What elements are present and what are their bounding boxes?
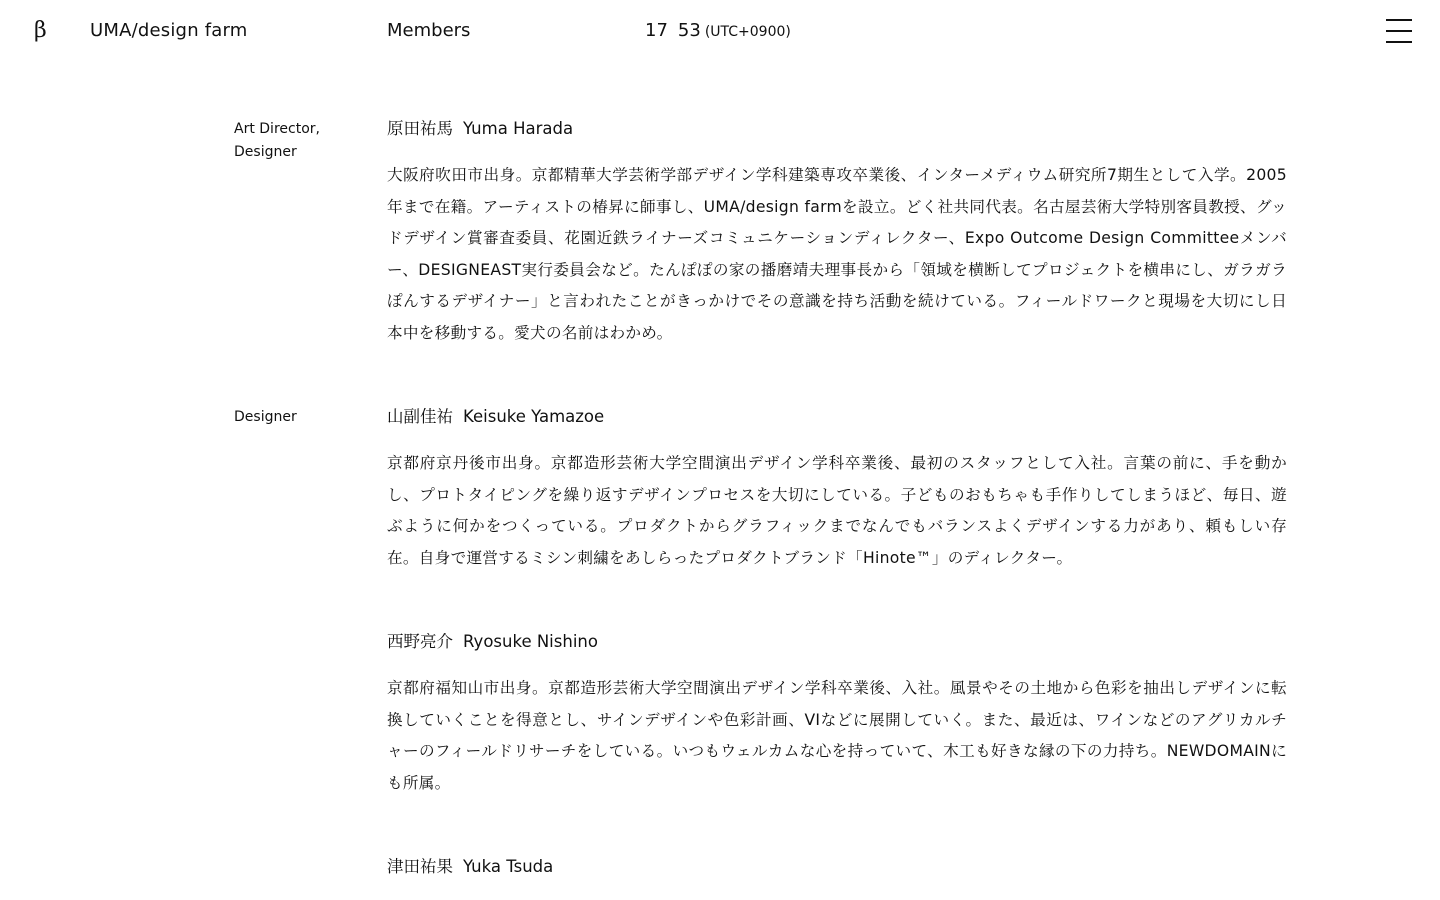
clock <box>645 19 791 44</box>
member-role: Designer <box>234 409 297 425</box>
member-name-ja: 原田祐馬 <box>387 119 453 138</box>
members-list <box>0 116 1440 898</box>
beta-logo[interactable]: β <box>34 18 47 43</box>
member-name <box>387 854 1287 880</box>
member-bio: 京都府京丹後市出身。京都造形芸術大学空間演出デザイン学科卒業後、最初のスタッフとして入社。言葉の前に、手を動かし、プロトタイピングを繰り返すデザインプロセスを大切にしている。子どものおもちゃも手作りしてしまうほど、毎日、遊ぶように何かをつくっている。プロダクトからグラフィックまでなんでもバランスよくデザインする力があり、頼もしい存在。自身で運営するミシン刺繍をあしらったプロダクトブランド「Hinote™」のディレクター。 <box>387 454 1287 567</box>
site-header <box>0 0 1440 62</box>
member-role <box>234 118 364 164</box>
hamburger-icon[interactable] <box>1386 19 1412 43</box>
member-name <box>387 629 1287 655</box>
member-name-en: Yuma Harada <box>463 119 574 138</box>
member-entry <box>0 629 1440 854</box>
member-name-en: Ryosuke Nishino <box>463 632 598 651</box>
member-name <box>387 404 1287 430</box>
member-entry <box>0 404 1440 629</box>
member-name-ja: 山副佳祐 <box>387 407 453 426</box>
member-entry <box>0 854 1440 880</box>
clock-minutes: 53 <box>677 20 701 41</box>
member-name-ja: 西野亮介 <box>387 632 453 651</box>
member-body <box>387 629 1287 799</box>
member-body <box>387 404 1287 574</box>
member-bio: 大阪府吹田市出身。京都精華大学芸術学部デザイン学科建築専攻卒業後、インターメディウム研究所7期生として入学。2005年まで在籍。アーティストの椿昇に師事し、UMA/design farmを設立。どく社共同代表。名古屋芸術大学特別客員教授、グッドデザイン賞審査委員、花園近鉄ライナーズコミュニケーションディレクター、Expo Outcome Design Committeeメンバー、DESIGNEAST実行委員会など。たんぽぽの家の播磨靖夫理事長から「領域を横断してプロジェクトを横串にし、ガラガラぽんするデザイナー」と言われたことがきっかけでその意識を持ち活動を続けている。フィールドワークと現場を大切にし日本中を移動する。愛犬の名前はわかめ。 <box>387 166 1287 342</box>
clock-timezone: (UTC+0900) <box>704 24 791 40</box>
member-body <box>387 854 1287 880</box>
member-name-en: Yuka Tsuda <box>463 857 554 876</box>
member-body <box>387 116 1287 349</box>
member-entry <box>0 116 1440 404</box>
clock-hours: 17 <box>645 20 668 41</box>
member-role-line: Art Director, <box>234 121 320 137</box>
member-role-line: Designer <box>234 144 297 160</box>
menu-line <box>1386 30 1412 32</box>
member-name-ja: 津田祐果 <box>387 857 453 876</box>
site-name-link[interactable]: UMA/design farm <box>90 20 248 41</box>
menu-line <box>1386 41 1412 43</box>
member-name-en: Keisuke Yamazoe <box>463 407 605 426</box>
member-name <box>387 116 1287 142</box>
member-bio: 京都府福知山市出身。京都造形芸術大学空間演出デザイン学科卒業後、入社。風景やその土地から色彩を抽出しデザインに転換していくことを得意とし、サインデザインや色彩計画、VIなどに展開していく。また、最近は、ワインなどのアグリカルチャーのフィールドリサーチをしている。いつもウェルカムな心を持っていて、木工も好きな縁の下の力持ち。NEWDOMAINにも所属。 <box>387 679 1287 792</box>
section-title-members[interactable]: Members <box>387 20 471 41</box>
menu-line <box>1386 19 1412 21</box>
